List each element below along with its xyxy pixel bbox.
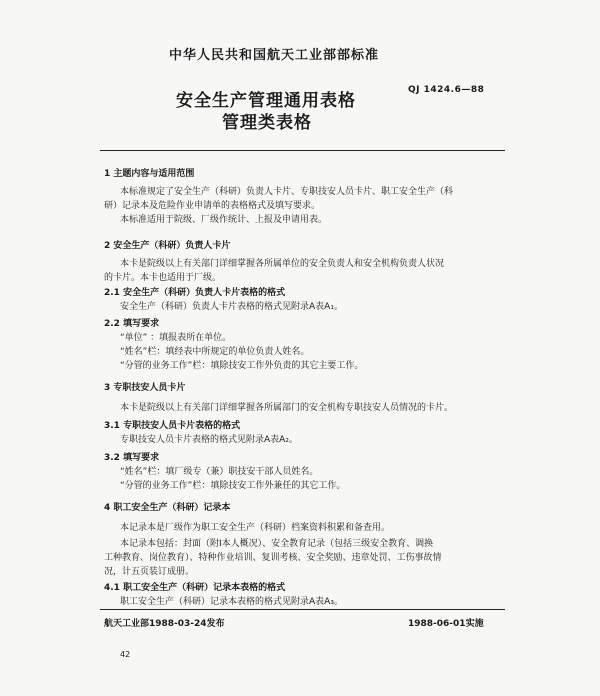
page-number: 42 <box>120 650 131 659</box>
section-heading: 4 职工安全生产（科研）记录本 <box>104 503 231 513</box>
section-heading: 1 主题内容与适用范围 <box>104 169 195 179</box>
section-heading: 2.1 安全生产（科研）负责人卡片表格的格式 <box>104 288 286 298</box>
paragraph-line: 本标准规定了安全生产（科研）负责人卡片、专职技安人员卡片、职工安全生产（科 <box>120 187 454 197</box>
implementation-date: 1988-06-01实施 <box>408 619 484 629</box>
section-heading: 2.2 填写要求 <box>104 319 160 329</box>
section-heading: 2 安全生产（科研）负责人卡片 <box>104 241 231 251</box>
issuing-organization: 中华人民共和国航天工业部部标准 <box>169 48 380 63</box>
paragraph-line: 本标准适用于院级、厂级作统计、上报及申请用表。 <box>120 215 328 225</box>
paragraph-line: “姓名”栏：填厂级专（兼）职技安干部人员姓名。 <box>120 467 319 477</box>
paragraph-line: “分管的业务工作”栏：填除技安工作外负责的其它主要工作。 <box>120 361 364 371</box>
section-heading: 3.2 填写要求 <box>104 453 160 463</box>
publication-date: 航天工业部1988-03-24发布 <box>104 619 225 629</box>
document-title: 安全生产管理通用表格 <box>176 91 356 111</box>
section-heading: 3.1 专职技安人员卡片表格的格式 <box>104 421 241 431</box>
section-heading: 3 专职技安人员卡片 <box>104 383 186 393</box>
paragraph-line: 本记录本是厂级作为职工安全生产（科研）档案资料积累和备查用。 <box>120 523 391 533</box>
section-heading: 4.1 职工安全生产（科研）记录本表格的格式 <box>104 583 286 593</box>
paragraph-line: 研）记录本及危险作业申请单的表格格式及填写要求。 <box>104 201 321 211</box>
header-divider <box>100 150 505 151</box>
paragraph-line: 的卡片。本卡也适用于厂级。 <box>104 273 222 283</box>
paragraph-line: 本记录本包括：封面（附Ⅰ本人概况）、安全教育记录（包括三级安全教育、调换 <box>120 539 434 549</box>
standard-code: QJ 1424.6—88 <box>408 85 485 95</box>
paragraph-line: “姓名”栏：填经表中所规定的单位负责人姓名。 <box>120 347 310 357</box>
paragraph-line: 本卡是院级以上有关部门详细掌握各所属部门的安全机构专职技安人员情况的卡片。 <box>120 403 454 413</box>
paragraph-line: 本卡是院级以上有关部门详细掌握各所属单位的安全负责人和安全机构负责人状况 <box>120 259 445 269</box>
paragraph-line: 安全生产（科研）负责人卡片表格的格式见附录A表A₁。 <box>120 302 343 312</box>
paragraph-line: 况，计五页装订成册。 <box>104 567 195 577</box>
paragraph-line: 专职技安人员卡片表格的格式见附录A表A₂。 <box>120 435 298 445</box>
paragraph-line: 工种教育、岗位教育）、特种作业培训、复训考核、安全奖励、违章处罚、工伤事故情 <box>104 553 442 563</box>
paragraph-line: “单位” ：填报表所在单位。 <box>120 333 232 343</box>
paragraph-line: 职工安全生产（科研）记录本表格的格式见附录A表A₃。 <box>120 597 343 607</box>
document-subtitle: 管理类表格 <box>222 113 312 133</box>
footer-divider <box>100 609 505 610</box>
paragraph-line: “分管的业务工作”栏：填除技安工作外兼任的其它工作。 <box>120 481 346 491</box>
